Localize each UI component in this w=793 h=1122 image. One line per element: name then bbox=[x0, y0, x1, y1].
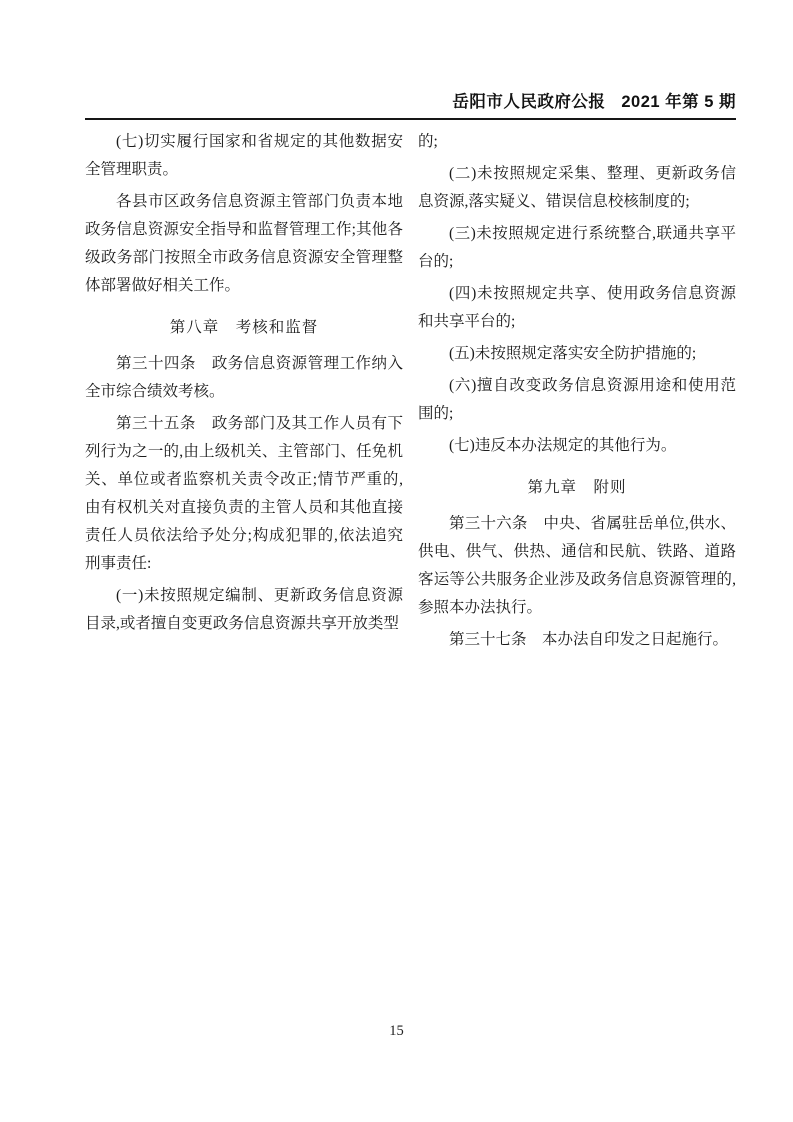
paragraph: (一)未按照规定编制、更新政务信息资源目录,或者擅自变更政务信息资源共享开放类型 bbox=[85, 587, 403, 632]
header-rule bbox=[85, 118, 736, 120]
chapter-heading: 第九章 附则 bbox=[527, 479, 627, 496]
content-columns bbox=[85, 128, 736, 658]
issue-label: 2021 年第 5 期 bbox=[621, 93, 736, 111]
paragraph: (五)未按照规定落实安全防护措施的; bbox=[449, 345, 697, 362]
right-column bbox=[418, 128, 736, 658]
paragraph: (三)未按照规定进行系统整合,联通共享平台的; bbox=[418, 225, 736, 270]
page-number: 15 bbox=[389, 1023, 404, 1039]
paragraph: 第三十四条 政务信息资源管理工作纳入全市综合绩效考核。 bbox=[85, 355, 403, 400]
running-head bbox=[85, 92, 736, 112]
paragraph: (七)切实履行国家和省规定的其他数据安全管理职责。 bbox=[85, 133, 403, 178]
chapter-heading: 第八章 考核和监督 bbox=[169, 319, 319, 336]
paragraph: (四)未按照规定共享、使用政务信息资源和共享平台的; bbox=[418, 285, 736, 330]
paragraph: 第三十六条 中央、省属驻岳单位,供水、供电、供气、供热、通信和民航、铁路、道路客运等公共服务企业涉及政务信息资源管理的,参照本办法执行。 bbox=[418, 515, 736, 616]
paragraph: 的; bbox=[418, 133, 438, 150]
paragraph: 第三十七条 本办法自印发之日起施行。 bbox=[449, 631, 729, 648]
gazette-title: 岳阳市人民政府公报 bbox=[452, 93, 606, 111]
paragraph: 各县市区政务信息资源主管部门负责本地政务信息资源安全指导和监督管理工作;其他各级政务部门按照全市政务信息资源安全管理整体部署做好相关工作。 bbox=[85, 193, 403, 294]
paragraph: 第三十五条 政务部门及其工作人员有下列行为之一的,由上级机关、主管部门、任免机关、单位或者监察机关责令改正;情节严重的,由有权机关对直接负责的主管人员和其他直接责任人员依法给予处分;构成犯罪的,依法追究刑事责任: bbox=[85, 415, 403, 572]
paragraph: (二)未按照规定采集、整理、更新政务信息资源,落实疑义、错误信息校核制度的; bbox=[418, 165, 736, 210]
page-header bbox=[85, 92, 736, 128]
paragraph: (七)违反本办法规定的其他行为。 bbox=[449, 437, 677, 454]
left-column bbox=[85, 128, 403, 658]
page-footer bbox=[0, 1022, 793, 1040]
paragraph: (六)擅自改变政务信息资源用途和使用范围的; bbox=[418, 377, 736, 422]
